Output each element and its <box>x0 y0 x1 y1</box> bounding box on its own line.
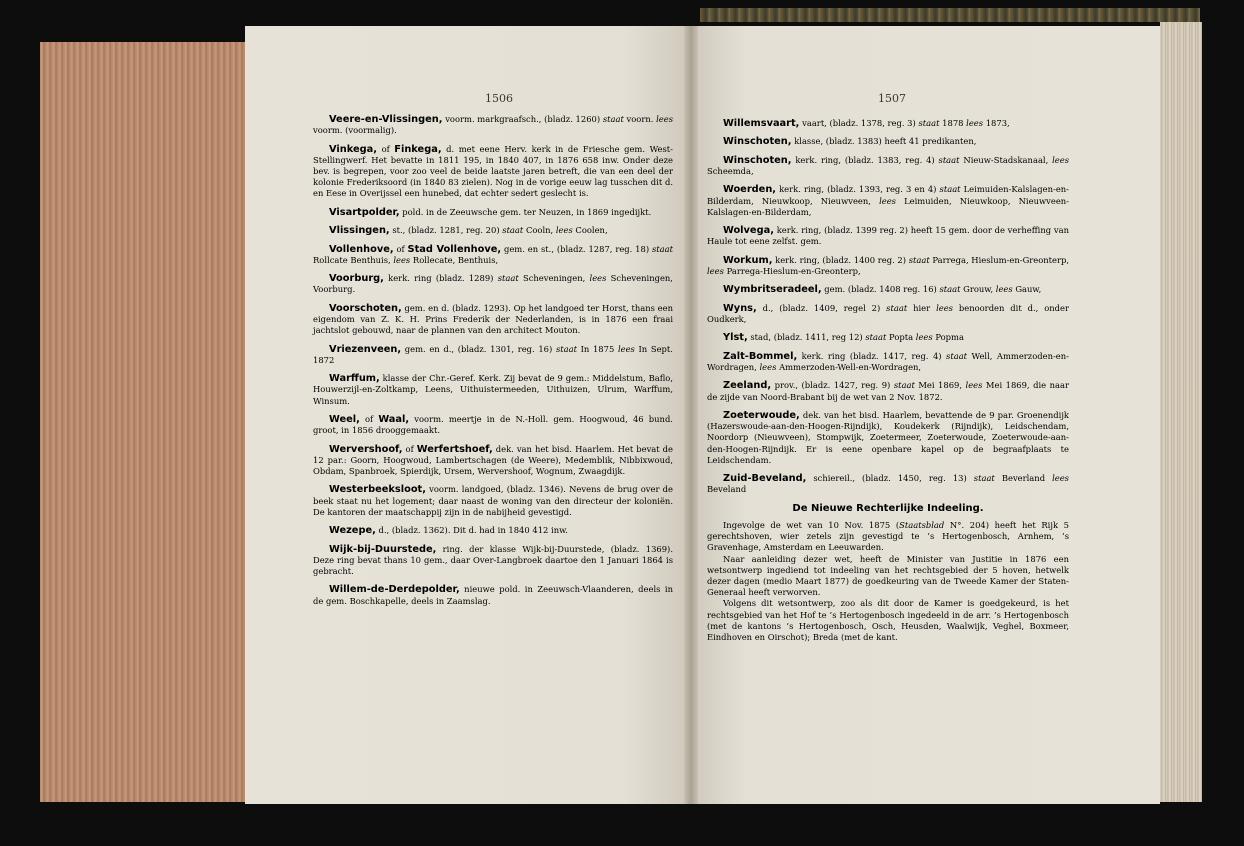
dictionary-entry <box>313 525 673 536</box>
entry-text: klasse der Chr.-Geref. Kerk. Zij bevat de 9 gem.: Middelstum, Baflo, Houwerzijl-en-Zoltkamp, Leens, Uithuistermeeden, Uithuizen, Ulrum, Warffum, Winsum. <box>313 373 674 406</box>
entry-text: gem. en d. (bladz. 1293). Op het landgoed ter Horst, thans een eigendom van Z. K. H. Prins Frederik der Nederlanden, is in 1876 een fraai jachtslot gebouwd, naar de plannen van den architect Mouton. <box>313 302 673 336</box>
dictionary-entry <box>707 351 1069 373</box>
lees-marker: lees <box>1052 154 1070 165</box>
entry-text: pold. in de Zeeuwsche gem. ter Neuzen, in 1869 ingedijkt. <box>402 206 652 217</box>
lees-marker: lees <box>589 273 607 284</box>
staat-marker: staat <box>939 184 961 195</box>
dictionary-entry <box>313 144 673 200</box>
dictionary-entry <box>707 380 1069 402</box>
entry-headword-alt: Waal, <box>378 413 410 425</box>
entry-headword: Willem-de-Derdepolder, <box>329 584 460 596</box>
right-entries <box>707 118 1069 496</box>
dictionary-entry <box>707 255 1069 277</box>
dictionary-entry <box>313 484 673 518</box>
entry-text: gem. en d., (bladz. 1301, reg. 16) <box>404 343 553 354</box>
entry-text: d., (bladz. 1409, regel 2) <box>762 302 881 313</box>
entry-text: kerk. ring (bladz. 1289) <box>388 273 494 284</box>
entry-text: Grouw, <box>963 284 994 295</box>
entry-text: 1873, <box>985 118 1010 128</box>
staat-marker: staat <box>938 154 960 165</box>
staat-marker: staat <box>908 254 930 265</box>
left-page-block-edge <box>40 42 245 802</box>
entry-text: voorn. <box>626 114 654 124</box>
dictionary-entry <box>707 155 1069 177</box>
entry-text: Mei 1869, <box>918 380 963 391</box>
section-paragraphs <box>707 520 1069 643</box>
entry-text: Coolen, <box>575 225 608 236</box>
lees-marker: lees <box>393 254 411 265</box>
staat-marker: staat <box>893 380 915 391</box>
dictionary-entry <box>707 473 1069 495</box>
entry-text: 1878 <box>942 118 964 128</box>
entry-text: schiereil., (bladz. 1450, reg. 13) <box>813 473 967 484</box>
lees-marker: lees <box>555 225 573 236</box>
staat-marker: staat <box>939 284 961 295</box>
entry-text: Popma <box>935 332 964 343</box>
entry-text: Beverland <box>1001 473 1046 484</box>
lees-marker: lees <box>965 380 983 391</box>
dictionary-entry <box>313 414 673 436</box>
right-page-number: 1507 <box>878 92 906 105</box>
dictionary-entry <box>313 344 673 366</box>
entry-headword: Weel, <box>329 413 360 425</box>
entry-text: voorm. markgraafsch., (bladz. 1260) <box>445 114 601 124</box>
entry-headword-alt: Stad Vollenhove, <box>407 243 502 255</box>
entry-text: Parrega, Hieslum-en-Greonterp, <box>932 254 1070 265</box>
dictionary-entry <box>707 136 1069 147</box>
dictionary-entry <box>313 244 673 266</box>
paragraph-text: Naar aanleiding dezer wet, heeft de Minister van Justitie in 1876 een wetsontwerp ingediend tot indeeling van het rechtsgebied der 5 hoven, hetwelk dezer dagen (medio Maart 1877) de goedkeuring van de Tweede Kamer der Staten-Generaal heeft verworven. <box>707 553 1069 598</box>
staat-marker: staat <box>602 114 624 124</box>
lees-marker: lees <box>936 302 953 313</box>
entry-headword: Zalt-Bommel, <box>723 350 798 362</box>
entry-headword: Zuid-Beveland, <box>723 473 807 485</box>
entry-headword: Vollenhove, <box>329 243 394 255</box>
entry-headword: Willemsvaart, <box>723 118 800 129</box>
entry-text: voorm. meertje in de N.-Holl. gem. Hoogwoud, 46 bund. groot, in 1856 drooggemaakt. <box>313 413 673 436</box>
left-page-column <box>313 114 673 614</box>
section-paragraph <box>707 598 1069 643</box>
section-title: De Nieuwe Rechterlijke Indeeling. <box>792 502 984 514</box>
staat-marker: staat <box>555 343 577 354</box>
dictionary-entry <box>313 225 673 236</box>
entry-text: dek. van het bisd. Haarlem, bevattende de 9 par. Groenendijk (Hazerswoude-aan-den-Hoogen-Rijndijk), Koudekerk (Rijndijk), Leidschendam, Noordorp (Nieuwveen), Stompwijk, Zoetermeer, Zoeterwoude, Zoeterwoude-aan-den-Hoogen-Rijndijk. Er is eene openbare kapel op de begraafplaats te Leidschendam. <box>707 409 1069 465</box>
entry-headword: Woerden, <box>723 184 777 196</box>
entry-headword: Visartpolder, <box>329 206 400 218</box>
entry-text: Nieuw-Stadskanaal, <box>963 154 1049 165</box>
entry-text: Beveland <box>707 484 747 495</box>
entry-text: of <box>381 143 390 154</box>
dictionary-entry <box>313 373 673 407</box>
entry-headword: Wervershoof, <box>329 443 403 455</box>
staat-marker: staat <box>497 273 519 284</box>
left-page-number: 1506 <box>485 92 513 105</box>
entry-text: ring. der klasse Wijk-bij-Duurstede, (bladz. 1369). Deze ring bevat thans 10 gem., daar Over-Langbroek daartoe den 1 Januari 1864 is gebracht. <box>313 543 673 576</box>
entry-headword: Wezepe, <box>329 525 376 537</box>
lees-marker: lees <box>966 118 984 128</box>
book-gutter <box>684 26 698 804</box>
dictionary-entry <box>707 332 1069 343</box>
entry-headword: Zoeterwoude, <box>723 409 800 421</box>
entry-text: of <box>405 443 414 454</box>
entry-text: kerk. ring, (bladz. 1400 reg. 2) <box>775 254 907 265</box>
entry-text: Ammerzoden-Well-en-Wordragen, <box>779 361 922 372</box>
entry-text: d. met eene Herv. kerk in de Friesche gem. West-Stellingwerf. Het bevatte in 1811 195, in 1840 407, in 1876 658 inw. Onder deze bev. is begrepen, voor zoo veel de beide laatste jaren betreft, die van een deel der kolonie Frederiksoord (in 1840 83 zielen). Nog in de vorige eeuw lag tusschen dit d. en Eese in Overijssel een hunebed, dat echter sedert geslecht is. <box>313 143 673 199</box>
entry-headword: Vlissingen, <box>329 225 390 237</box>
dictionary-entry <box>707 225 1069 247</box>
entry-headword: Westerbeeksloot, <box>329 484 426 496</box>
dictionary-entry <box>707 284 1069 295</box>
entry-text: benoorden dit d., onder Oudkerk, <box>707 302 1069 324</box>
lees-marker: lees <box>656 114 673 124</box>
entry-text: Parrega-Hieslum-en-Greonterp, <box>726 265 861 276</box>
entry-text: d., (bladz. 1362). Dit d. had in 1840 412 inw. <box>378 525 568 536</box>
entry-text: st., (bladz. 1281, reg. 20) <box>392 225 500 236</box>
entry-text: nieuwe pold. in Zeeuwsch-Vlaanderen, deels in de gem. Boschkapelle, deels in Zaamslag. <box>313 584 673 606</box>
entry-text: kerk. ring, (bladz. 1383, reg. 4) <box>795 154 935 165</box>
dictionary-entry <box>313 544 673 578</box>
dictionary-entry <box>313 207 673 218</box>
entry-headword: Wymbritseradeel, <box>723 284 822 296</box>
staat-marker: staat <box>918 118 940 128</box>
entry-headword: Wolvega, <box>723 225 774 237</box>
entry-headword-alt: Werfertshoef, <box>416 443 493 455</box>
entry-headword: Warffum, <box>329 373 380 385</box>
entry-headword: Wyns, <box>723 302 757 314</box>
entry-text: Leimuiden-Kalslagen-en-Bilderdam, Nieuwkoop, Nieuwveen, <box>707 184 1069 206</box>
lees-marker: lees <box>759 361 777 372</box>
staat-marker: staat <box>865 332 887 343</box>
right-page-block-edge <box>1160 22 1202 802</box>
entry-text: Scheemda, <box>707 165 754 176</box>
entry-text: Well, Ammerzoden-en-Wordragen, <box>707 350 1069 372</box>
entry-text: of <box>396 243 405 254</box>
dictionary-entry <box>707 184 1069 218</box>
entry-text: Mei 1869, die naar de zijde van Noord-Brabant bij de wet van 2 Nov. 1872. <box>707 380 1069 402</box>
paragraph-text: Volgens dit wetsontwerp, zoo als dit door de Kamer is goedgekeurd, is het rechtsgebied van het Hof te ’s Hertogenbosch ingedeeld in de arr. ’s Hertogenbosch (met de kantons ’s Hertogenbosch, Osch, Heusden, Waalwijk, Veghel, Boxmeer, Eindhoven en Oirschot); Breda (met de kant. <box>707 598 1069 642</box>
dictionary-entry <box>313 584 673 606</box>
entry-text: klasse, (bladz. 1383) heeft 41 predikanten, <box>794 136 977 147</box>
entry-text: hier <box>913 302 931 313</box>
entry-text: In 1875 <box>580 343 615 354</box>
staat-marker: staat <box>652 243 674 254</box>
entry-headword: Workum, <box>723 254 773 266</box>
entry-text: Rollcate Benthuis, <box>313 254 391 265</box>
entry-text: kerk. ring, (bladz. 1393, reg. 3 en 4) <box>779 184 937 195</box>
entry-text: gem. (bladz. 1408 reg. 16) <box>824 284 937 295</box>
entry-headword: Vinkega, <box>329 143 377 155</box>
entry-headword: Voorburg, <box>329 273 384 285</box>
staat-marker: staat <box>502 225 524 236</box>
lees-marker: lees <box>879 195 896 206</box>
dictionary-entry <box>707 118 1069 129</box>
staat-marker: staat <box>886 302 908 313</box>
entry-text: prov., (bladz. 1427, reg. 9) <box>774 380 891 391</box>
entry-text: kerk. ring, (bladz. 1399 reg. 2) heeft 15 gem. door de verheffing van Haule tot eene zelfst. gem. <box>707 225 1069 247</box>
entry-headword: Ylst, <box>723 332 748 344</box>
paragraph-text: N°. 204) heeft het Rijk 5 gerechtshoven, wier zetels zijn gevestigd te ’s Hertogenbosch, Arnhem, ’s Gravenhage, Amsterdam en Leeuwarden. <box>707 519 1069 553</box>
dictionary-entry <box>707 303 1069 325</box>
right-page-column <box>707 118 1069 643</box>
entry-text: kerk. ring (bladz. 1417, reg. 4) <box>801 350 942 361</box>
entry-headword: Winschoten, <box>723 136 792 148</box>
dictionary-entry <box>313 303 673 337</box>
entry-headword: Vriezenveen, <box>329 343 402 355</box>
entry-text: dek. van het bisd. Haarlem. Het bevat de 12 par.: Goorn, Hoogwoud, Lambertschagen (de Weere), Medemblik, Nibbixwoud, Obdam, Spanbroek, Spierdijk, Ursem, Wervershoof, Wognum, Zwaagdijk. <box>313 443 673 476</box>
entry-text: In Sept. 1872 <box>313 343 673 365</box>
lees-marker: lees <box>1052 473 1069 484</box>
dictionary-entry <box>707 410 1069 466</box>
entry-text: voorm. landgoed, (bladz. 1346). Nevens de brug over de beek staat nu het logement; daar naast de woning van den directeur der koloniën. De kantoren der maatschappij zijn in de nabijheid gevestigd. <box>313 484 673 517</box>
dictionary-entry <box>313 444 673 478</box>
entry-text: Rollecate, Benthuis, <box>412 254 499 265</box>
entry-headword-alt: Finkega, <box>394 143 442 155</box>
dictionary-entry <box>313 114 673 136</box>
paragraph-text: Ingevolge de wet van 10 Nov. 1875 ( <box>723 519 900 530</box>
staat-marker: staat <box>973 473 995 484</box>
entry-text: Scheveningen, Voorburg. <box>313 273 673 295</box>
top-edge-decoration <box>700 8 1200 22</box>
entry-text: vaart, (bladz. 1378, reg. 3) <box>802 118 916 128</box>
lees-marker: lees <box>617 343 635 354</box>
entry-text: Gauw, <box>1015 284 1042 295</box>
lees-marker: lees <box>915 332 933 343</box>
dictionary-entry <box>313 273 673 295</box>
lees-marker: lees <box>995 284 1013 295</box>
lees-marker: lees <box>707 265 724 276</box>
section-paragraph <box>707 520 1069 554</box>
entry-text: Popta <box>889 332 914 343</box>
staat-marker: staat <box>946 350 968 361</box>
entry-headword: Wijk-bij-Duurstede, <box>329 543 437 555</box>
entry-headword: Zeeland, <box>723 380 772 392</box>
entry-text: stad, (bladz. 1411, reg 12) <box>750 332 863 343</box>
entry-headword: Winschoten, <box>723 154 792 166</box>
entry-text: Cooln, <box>525 225 554 236</box>
entry-headword: Voorschoten, <box>329 302 402 314</box>
entry-text: Leimuiden, Nieuwkoop, Nieuwveen-Kalslagen-en-Bilderdam, <box>707 195 1069 217</box>
entry-text: Scheveningen, <box>522 273 586 284</box>
entry-text: voorm. (voormalig). <box>313 125 397 136</box>
paragraph-italic: Staatsblad <box>899 519 945 530</box>
entry-text: of <box>365 413 374 424</box>
entry-text: gem. en st., (bladz. 1287, reg. 18) <box>503 243 650 254</box>
section-paragraph <box>707 554 1069 599</box>
entry-headword: Veere-en-Vlissingen, <box>329 114 443 125</box>
